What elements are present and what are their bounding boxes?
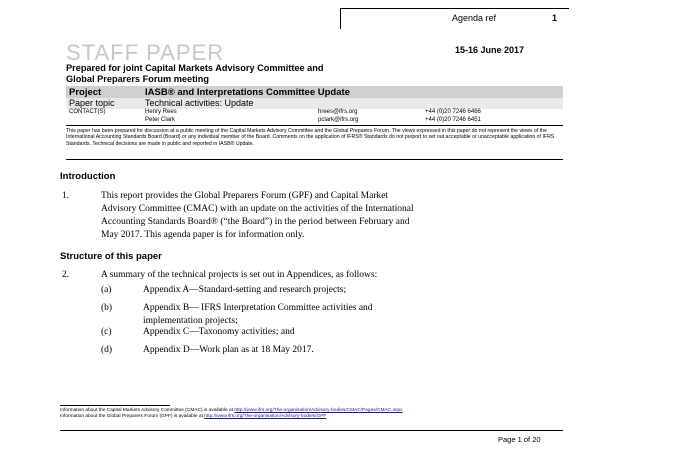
section-heading: Structure of this paper xyxy=(60,251,162,262)
contact-phone: +44 (0)20 7246 6451 xyxy=(425,117,481,123)
list-item xyxy=(143,284,563,297)
text-line: Appendix D—Work plan as at 18 May 2017. xyxy=(143,345,314,355)
list-letter: (d) xyxy=(101,345,113,355)
project-label: Project xyxy=(69,87,102,98)
meeting-subtitle xyxy=(66,63,486,85)
section-heading: Introduction xyxy=(60,171,116,182)
footnote-text xyxy=(60,408,560,420)
structure-intro: A summary of the technical projects is set out in Appendices, as follows: xyxy=(101,270,378,280)
text-line: Accounting Standards Board® (“the Board”) in the period between February and xyxy=(101,217,410,227)
list-item xyxy=(143,326,563,339)
text-line: May 2017. This agenda paper is for information only. xyxy=(101,230,305,240)
paragraph-number: 1. xyxy=(62,191,69,201)
contact-name: Peter Clark xyxy=(145,117,176,123)
subtitle-line: Prepared for joint Capital Markets Advisory Committee and xyxy=(66,63,324,73)
page-number: Page 1 of 20 xyxy=(498,435,541,444)
cmac-link[interactable]: http://www.ifrs.org/The-organisation/Advisory-bodies/CMAC/Pages/CMAC.aspx xyxy=(234,408,403,413)
divider xyxy=(66,159,563,160)
contact-name: Henry Rees xyxy=(145,109,177,115)
footer-divider xyxy=(60,430,563,431)
contact-email[interactable]: pclark@ifrs.org xyxy=(318,117,359,123)
document-type-title: STAFF PAPER xyxy=(66,40,225,65)
footnote-line: Information about the Capital Markets Advisory Committee (CMAC) is available at http://www.ifrs.org/The-organisation/Advisory-bodies/CMAC/Pages/CMAC.aspx xyxy=(60,408,403,413)
text-line: Appendix A—Standard-setting and research projects; xyxy=(143,285,347,295)
subtitle-line: Global Preparers Forum meeting xyxy=(66,74,209,84)
text-line: implementation projects; xyxy=(143,316,238,326)
meeting-date: 15-16 June 2017 xyxy=(455,45,525,55)
list-item xyxy=(143,302,563,328)
text-line: Appendix B— IFRS Interpretation Committee activities and xyxy=(143,303,373,313)
list-item xyxy=(143,344,563,357)
agenda-ref-label: Agenda ref xyxy=(452,13,497,23)
agenda-ref-number: 1 xyxy=(552,13,558,23)
contact-phone: +44 (0)20 7246 6466 xyxy=(425,109,481,115)
project-value: IASB® and Interpretations Committee Update xyxy=(145,87,350,98)
text-line: This report provides the Global Preparers Forum (GPF) and Capital Market xyxy=(101,191,389,201)
contacts-label: CONTACT(S) xyxy=(69,109,106,115)
footnote-line: Information about the Global Preparers Forum (GPF) is available at http://www.ifrs.org/The-organisation/Advisory-bodies/GPF xyxy=(60,414,327,419)
list-letter: (b) xyxy=(101,303,113,313)
paper-topic-value: Technical activities: Update xyxy=(145,98,254,108)
list-letter: (c) xyxy=(101,327,112,337)
gpf-link[interactable]: http://www.ifrs.org/The-organisation/Advisory-bodies/GPF xyxy=(204,414,327,419)
footnote-divider xyxy=(60,405,170,406)
introduction-paragraph xyxy=(101,190,571,242)
text-line: Appendix C—Taxonomy activities; and xyxy=(143,327,295,337)
text-line: Advisory Committee (CMAC) with an update on the activities of the International xyxy=(101,204,414,214)
divider xyxy=(66,125,563,126)
topic-row-background xyxy=(66,98,563,109)
paper-topic-label: Paper topic xyxy=(69,98,115,108)
disclaimer-text: This paper has been prepared for discussion at a public meeting of the Capital Markets Advisory Committee and the Global Preparers Forum. The views expressed in this paper do not represent the views of the International Accounting Standards Board (Board) or any individual member of the Board. Comments on the application of IFRS® Standards do not purport to set out acceptable or unacceptable application of IFRS Standards. Technical decisions are made in public and reported in IASB® Update. xyxy=(66,128,555,147)
paragraph-number: 2. xyxy=(62,270,69,280)
contact-email[interactable]: hrees@ifrs.org xyxy=(318,109,358,115)
list-letter: (a) xyxy=(101,285,112,295)
